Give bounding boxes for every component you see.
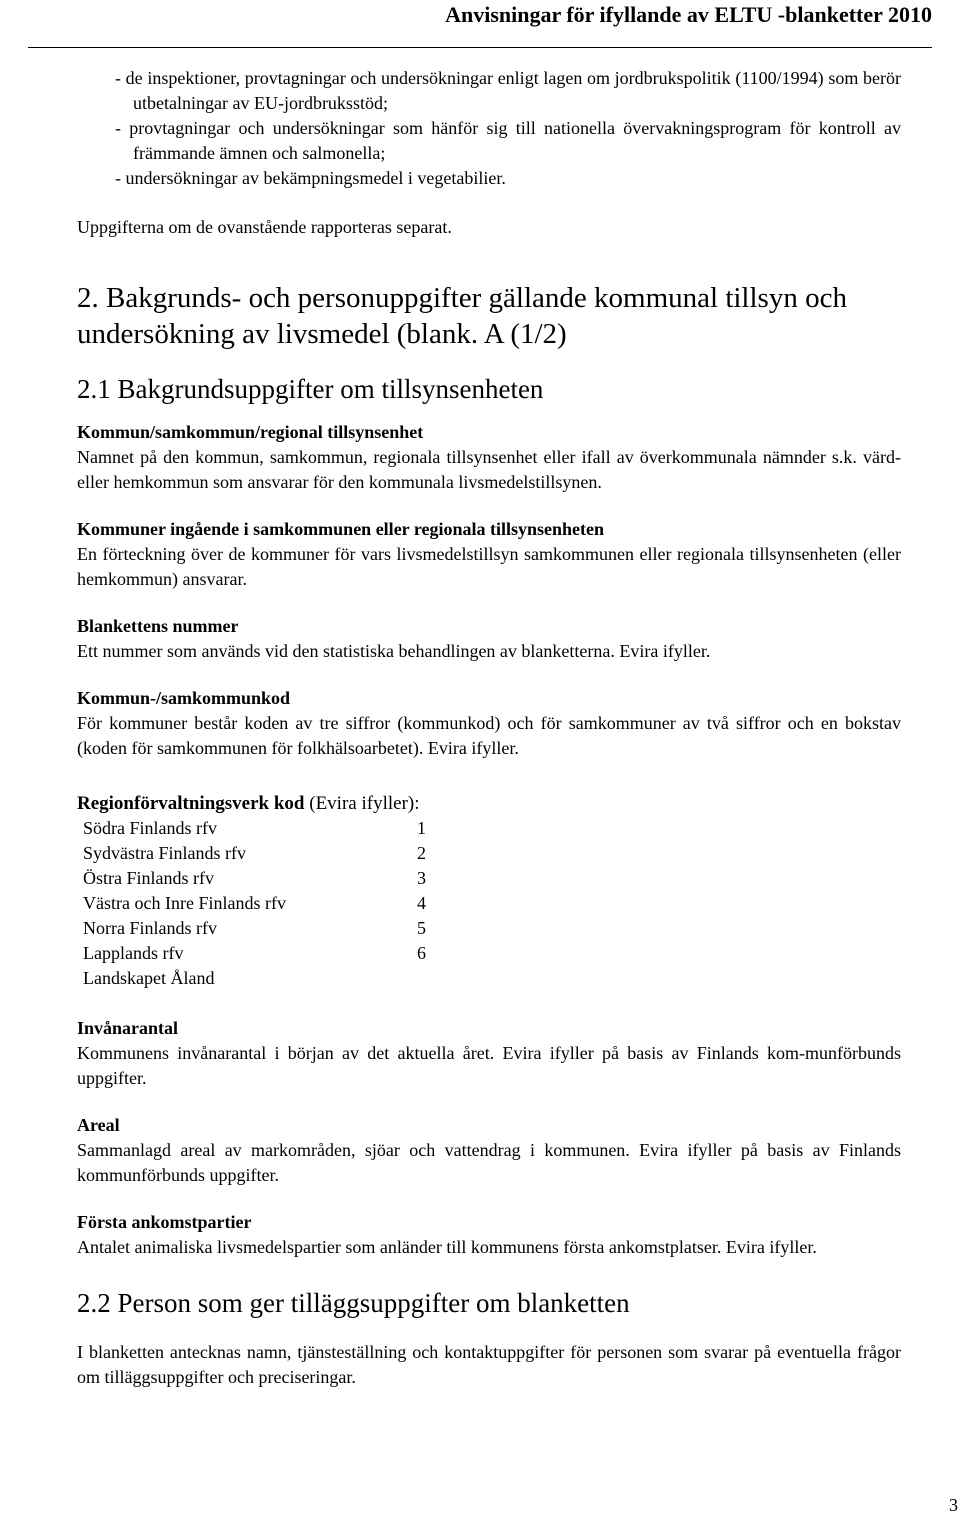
region-name: Landskapet Åland [83, 968, 215, 988]
field-block [77, 1210, 901, 1260]
table-row [83, 941, 901, 966]
list-item-text: - de inspektioner, provtagningar och undersökningar enligt lagen om jordbrukspolitik (1100/1994) som berör utbetalningar av EU-jordbruksstöd; [115, 68, 901, 113]
field-description: Antalet animaliska livsmedelspartier som anländer till kommunens första ankomstplatser. Evira ifyller. [77, 1237, 817, 1257]
header-divider [28, 47, 932, 48]
field-block [77, 1113, 901, 1188]
section-2-heading: 2. Bakgrunds- och personuppgifter gällande kommunal tillsyn och undersökning av livsmedel (blank. A (1/2) [77, 282, 847, 350]
document-body [77, 66, 901, 1390]
region-code: 2 [417, 843, 426, 863]
field-block [77, 517, 901, 592]
list-item-text: - undersökningar av bekämpningsmedel i vegetabilier. [115, 168, 506, 188]
region-code-block [77, 791, 901, 991]
list-item [115, 66, 901, 116]
list-item-text: - provtagningar och undersökningar som hänför sig till nationella övervakningsprogram för kontroll av främmande ämnen och salmonella; [115, 118, 901, 163]
field-label: Blankettens nummer [77, 616, 239, 636]
region-code-table [83, 816, 901, 991]
field-description: För kommuner består koden av tre siffror (kommunkod) och för samkommuner av två siffror och en bokstav (koden för samkommunen för folkhälsoarbetet). Evira ifyller. [77, 713, 901, 758]
section-2-2-heading: 2.2 Person som ger tilläggsuppgifter om blanketten [77, 1288, 630, 1318]
table-row [83, 841, 901, 866]
region-code-note: (Evira ifyller): [304, 793, 420, 814]
intro-note: Uppgifterna om de ovanstående rapporteras separat. [77, 217, 452, 237]
field-description: Sammanlagd areal av markområden, sjöar och vattendrag i kommunen. Evira ifyller på basis av Finlands kommunförbunds uppgifter. [77, 1140, 901, 1185]
region-code: 1 [417, 818, 426, 838]
region-name: Västra och Inre Finlands rfv [83, 893, 286, 913]
field-block [77, 420, 901, 495]
field-label: Första ankomstpartier [77, 1212, 252, 1232]
field-block [77, 614, 901, 664]
field-description: En förteckning över de kommuner för vars livsmedelstillsyn samkommunen eller regionala tillsynsenheten (eller hemkommun) ansvarar. [77, 544, 901, 589]
table-row [83, 816, 901, 841]
region-code: 3 [417, 868, 426, 888]
section-2-1-heading: 2.1 Bakgrundsuppgifter om tillsynsenheten [77, 374, 544, 404]
region-name: Södra Finlands rfv [83, 818, 217, 838]
list-item [115, 116, 901, 166]
region-name: Östra Finlands rfv [83, 868, 214, 888]
field-label: Invånarantal [77, 1018, 179, 1038]
section-2-2-text: I blanketten antecknas namn, tjänsteställning och kontaktuppgifter för personen som svarar på eventuella frågor om tilläggsuppgifter och preciseringar. [77, 1342, 901, 1387]
region-code-label: Regionförvaltningsverk kod [77, 793, 305, 814]
region-name: Norra Finlands rfv [83, 918, 217, 938]
region-code: 4 [417, 893, 426, 913]
region-code: 5 [417, 918, 426, 938]
table-row [83, 966, 901, 991]
page-header-title: Anvisningar för ifyllande av ELTU -blanketter 2010 [445, 2, 932, 27]
region-code: 6 [417, 943, 426, 963]
list-item [115, 166, 901, 191]
field-label: Kommuner ingående i samkommunen eller regionala tillsynsenheten [77, 519, 605, 539]
field-block [77, 1016, 901, 1091]
table-row [83, 891, 901, 916]
field-label: Kommun-/samkommunkod [77, 688, 291, 708]
field-label: Kommun/samkommun/regional tillsynsenhet [77, 422, 424, 442]
page-number: 3 [949, 1495, 958, 1515]
field-description: Namnet på den kommun, samkommun, regionala tillsynsenhet eller ifall av överkommunala nämnder s.k. värd- eller hemkommun som ansvarar för den kommunala livsmedelstillsynen. [77, 447, 901, 492]
table-row [83, 866, 901, 891]
table-row [83, 916, 901, 941]
field-description: Ett nummer som används vid den statistiska behandlingen av blanketterna. Evira ifyller. [77, 641, 711, 661]
region-code [417, 966, 457, 991]
field-block [77, 686, 901, 761]
region-name: Sydvästra Finlands rfv [83, 843, 246, 863]
field-label: Areal [77, 1115, 120, 1135]
region-name: Lapplands rfv [83, 943, 184, 963]
field-description: Kommunens invånarantal i början av det aktuella året. Evira ifyller på basis av Finlands kom-munförbunds uppgifter. [77, 1043, 901, 1088]
